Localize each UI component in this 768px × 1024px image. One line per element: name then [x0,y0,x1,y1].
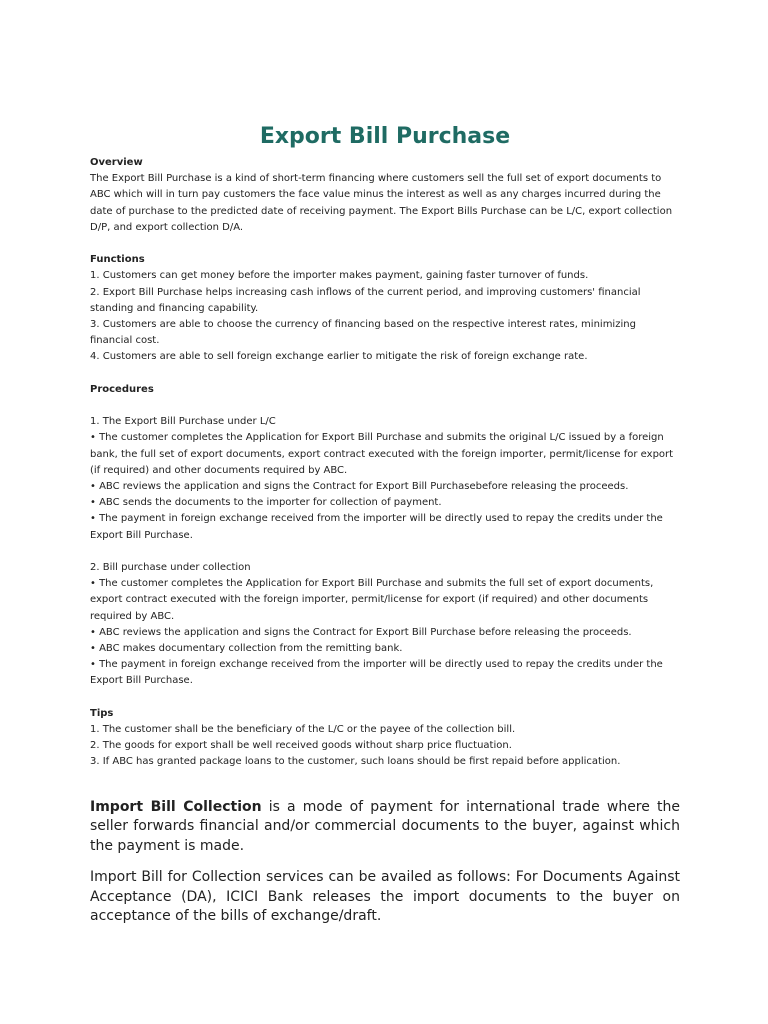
procedures-lc-item: • The customer completes the Application for Export Bill Purchase and submits the original L/C issued by a foreign bank, the full set of export documents, export contract executed with the foreign importer, permit/license for export (if required) and other documents required by ABC. [90,432,674,476]
procedures-collection-title: 2. Bill purchase under collection [90,562,251,574]
procedures-heading: Procedures [90,383,154,395]
tips-section [90,706,680,771]
procedures-collection-item: • ABC reviews the application and signs the Contract for Export Bill Purchase before releasing the proceeds. [90,626,632,638]
tips-heading: Tips [90,707,114,719]
procedures-lc-item: • ABC sends the documents to the importer for collection of payment. [90,497,442,509]
overview-section [90,155,680,236]
procedures-section [90,382,680,690]
overview-heading: Overview [90,157,143,168]
tips-item: 3. If ABC has granted package loans to the customer, such loans should be first repaid before application. [90,756,621,768]
page-title: Export Bill Purchase [259,124,511,149]
import-services-paragraph: Import Bill for Collection services can be availed as follows: For Documents Against Acceptance (DA), ICICI Bank releases the import documents to the buyer on acceptance of the bills of exchange/draft. [90,869,680,925]
functions-item: 2. Export Bill Purchase helps increasing cash inflows of the current period, and improving customers' financial standing and financing capability. [90,286,641,314]
tips-item: 2. The goods for export shall be well received goods without sharp price fluctuation. [90,740,512,752]
import-collection-term: Import Bill Collection [90,798,262,815]
overview-text: The Export Bill Purchase is a kind of short-term financing where customers sell the full set of export documents to ABC which will in turn pay customers the face value minus the interest as well as any charges incurred during the date of purchase to the predicted date of receiving payment. The Export Bills Purchase can be L/C, export collection D/P, and export collection D/A. [90,173,673,233]
procedures-collection-item: • The payment in foreign exchange received from the importer will be directly used to repay the credits under the Export Bill Purchase. [90,659,663,687]
procedures-collection-item: • ABC makes documentary collection from the remitting bank. [90,643,403,655]
import-collection-paragraph [90,798,680,857]
import-collection-text: is a mode of payment for international trade where the seller forwards financial and/or commercial documents to the buyer, against which the payment is made. [90,798,680,854]
tips-item: 1. The customer shall be the beneficiary of the L/C or the payee of the collection bill. [90,724,516,736]
functions-section [90,252,680,365]
functions-item: 1. Customers can get money before the importer makes payment, gaining faster turnover of funds. [90,270,589,282]
procedures-lc-item: • ABC reviews the application and signs the Contract for Export Bill Purchasebefore releasing the proceeds. [90,481,629,493]
document-page [90,0,680,927]
functions-item: 3. Customers are able to choose the currency of financing based on the respective interest rates, minimizing financial cost. [90,319,636,347]
procedures-lc-title: 1. The Export Bill Purchase under L/C [90,416,276,428]
procedures-collection-item: • The customer completes the Application for Export Bill Purchase and submits the full set of export documents, export contract executed with the foreign importer, permit/license for export (if required) and other documents required by ABC. [90,578,654,622]
functions-heading: Functions [90,254,145,266]
functions-item: 4. Customers are able to sell foreign exchange earlier to mitigate the risk of foreign exchange rate. [90,351,588,363]
procedures-lc-item: • The payment in foreign exchange received from the importer will be directly used to repay the credits under the Export Bill Purchase. [90,513,663,541]
